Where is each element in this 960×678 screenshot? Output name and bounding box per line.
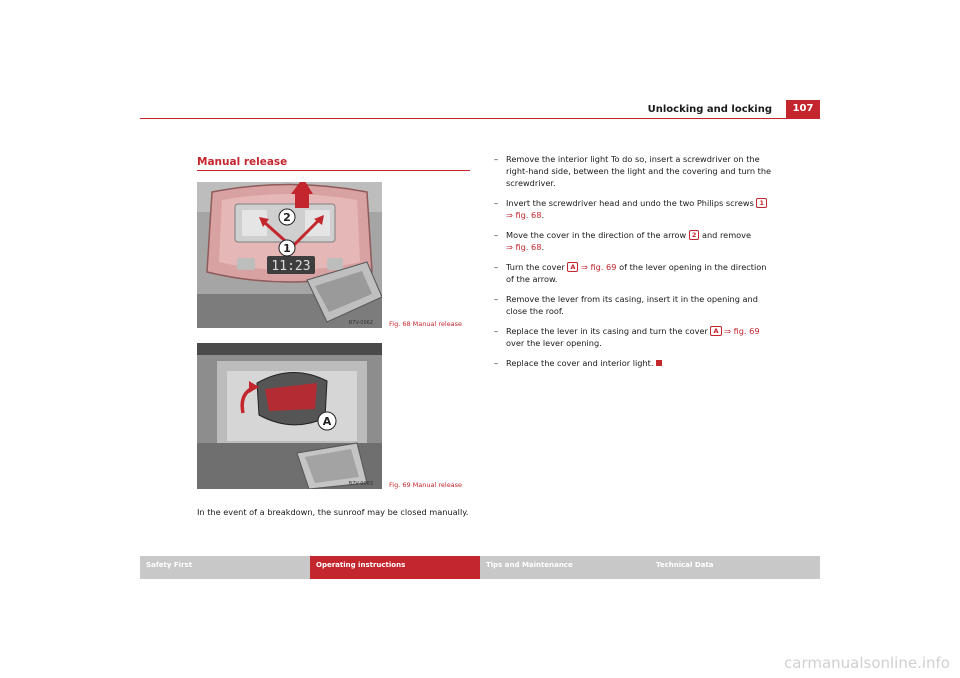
list-dash: – (494, 154, 499, 164)
instruction-list (494, 153, 774, 376)
step-text: Replace the cover and interior light. (506, 357, 654, 368)
instruction-step (494, 229, 774, 253)
list-dash: – (494, 357, 499, 368)
figure-68-image (197, 182, 382, 328)
instruction-step (494, 261, 774, 285)
clock-display: 11:23 (271, 259, 311, 274)
step-text: Invert the screwdriver head and undo the two Philips screws (506, 198, 757, 209)
figure-69-illustration (197, 343, 382, 489)
list-dash: – (494, 198, 499, 209)
figure-link[interactable]: ⇒ fig. 68 (506, 210, 542, 221)
callout-badge-1: 1 (756, 198, 767, 208)
figure-68-label-1: 1 (283, 242, 291, 255)
figure-69-code: B7V-0063 (348, 481, 373, 487)
step-text: . (541, 242, 545, 253)
step-text: Turn the cover (506, 261, 568, 272)
running-header-title: Unlocking and locking (647, 104, 772, 115)
callout-badge-a: A (567, 262, 578, 272)
step-text: Remove the lever from its casing, insert it in the opening and close the roof. (506, 293, 758, 317)
step-text: and remove (699, 230, 752, 241)
step-text: over the lever opening. (506, 337, 602, 348)
figure-68-label-2: 2 (283, 211, 291, 224)
watermark-text: carmanualsonline.info (784, 654, 950, 672)
step-text: Remove the interior light To do so, insert a screwdriver on the right-hand side, between the light and the covering and turn the screwdriver. (506, 154, 772, 189)
instruction-step (494, 197, 774, 221)
figure-link[interactable]: ⇒ fig. 69 (724, 325, 760, 336)
figure-link[interactable]: ⇒ fig. 68 (506, 242, 542, 253)
footer-tab-tips-and-maintenance[interactable]: Tips and Maintenance (486, 561, 573, 569)
list-dash: – (494, 293, 499, 304)
section-title: Manual release (197, 156, 288, 168)
step-text: of the lever opening in the direction of the arrow. (506, 261, 767, 285)
figure-link[interactable]: ⇒ fig. 69 (581, 261, 617, 272)
intro-paragraph: In the event of a breakdown, the sunroof may be closed manually. (197, 507, 469, 517)
figure-68-caption: Fig. 68 Manual release (389, 320, 463, 328)
figure-69-caption: Fig. 69 Manual release (389, 481, 463, 489)
footer-tab-technical-data[interactable]: Technical Data (656, 561, 714, 569)
page-number-badge: 107 (786, 100, 820, 118)
footer-tab-operating-instructions[interactable]: Operating instructions (310, 556, 480, 579)
list-dash: – (494, 325, 499, 336)
instruction-step (494, 153, 774, 190)
callout-badge-2: 2 (689, 230, 700, 240)
figure-68-code: B7V-0062 (348, 320, 373, 326)
instruction-step (494, 293, 774, 317)
section-rule (197, 170, 470, 171)
instruction-step (494, 325, 774, 349)
instruction-step (494, 357, 774, 369)
list-dash: – (494, 261, 499, 272)
list-dash: – (494, 230, 499, 241)
step-text: Move the cover in the direction of the arrow (506, 230, 689, 241)
figure-68-illustration (197, 182, 382, 328)
figure-69-image (197, 343, 382, 489)
footer-tab-safety-first[interactable]: Safety First (146, 561, 193, 569)
step-text: Replace the lever in its casing and turn the cover (506, 325, 711, 336)
header-rule (140, 118, 820, 119)
step-text: . (541, 210, 545, 221)
figure-69-label-a: A (322, 415, 332, 428)
end-of-section-mark (656, 360, 662, 366)
callout-badge-a: A (710, 326, 721, 336)
